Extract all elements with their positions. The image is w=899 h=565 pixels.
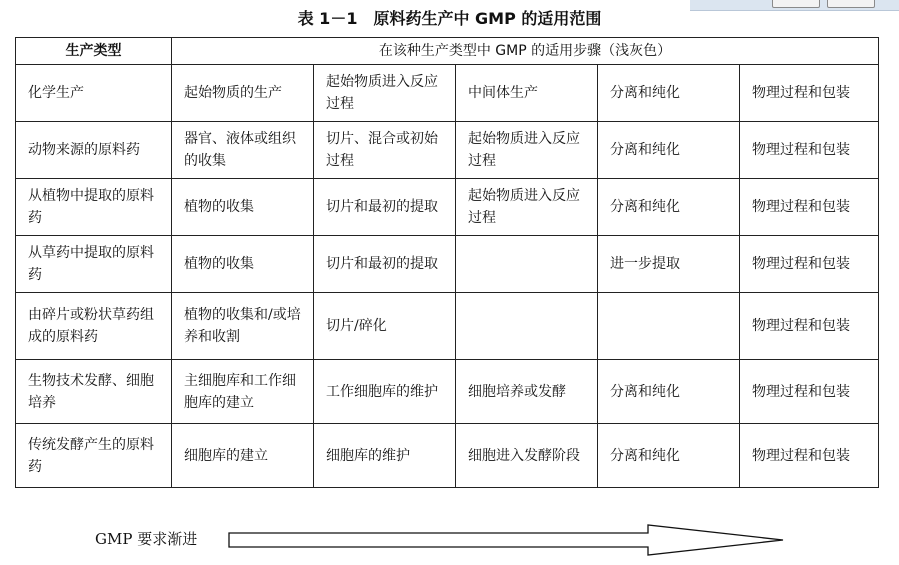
gmp-progression xyxy=(95,524,795,556)
table-row xyxy=(16,293,879,360)
step-cell: 切片/碎化 xyxy=(314,293,456,360)
table-row xyxy=(16,424,879,488)
step-cell: 细胞进入发酵阶段 xyxy=(456,424,598,488)
step-cell: 物理过程和包装 xyxy=(740,179,879,236)
production-type-cell: 传统发酵产生的原料药 xyxy=(16,424,172,488)
step-cell: 分离和纯化 xyxy=(598,179,740,236)
step-cell: 物理过程和包装 xyxy=(740,293,879,360)
step-cell: 细胞培养或发酵 xyxy=(456,360,598,424)
step-cell: 细胞库的维护 xyxy=(314,424,456,488)
step-cell: 分离和纯化 xyxy=(598,65,740,122)
step-cell: 工作细胞库的维护 xyxy=(314,360,456,424)
production-type-cell: 从植物中提取的原料药 xyxy=(16,179,172,236)
table-title: 表 1－1 原料药生产中 GMP 的适用范围 xyxy=(297,9,602,28)
step-cell: 物理过程和包装 xyxy=(740,122,879,179)
step-cell: 植物的收集 xyxy=(172,179,314,236)
step-cell: 起始物质进入反应过程 xyxy=(314,65,456,122)
production-type-cell: 从草药中提取的原料药 xyxy=(16,236,172,293)
step-cell: 植物的收集 xyxy=(172,236,314,293)
step-cell: 起始物质进入反应过程 xyxy=(456,179,598,236)
step-cell: 物理过程和包装 xyxy=(740,236,879,293)
production-type-cell: 动物来源的原料药 xyxy=(16,122,172,179)
step-cell: 起始物质进入反应过程 xyxy=(456,122,598,179)
step-cell: 分离和纯化 xyxy=(598,360,740,424)
table-row xyxy=(16,65,879,122)
table-row xyxy=(16,360,879,424)
step-cell xyxy=(598,293,740,360)
step-cell: 分离和纯化 xyxy=(598,424,740,488)
step-cell: 主细胞库和工作细胞库的建立 xyxy=(172,360,314,424)
header-gmp-steps: 在该种生产类型中 GMP 的适用步骤（浅灰色） xyxy=(172,38,879,65)
step-cell: 分离和纯化 xyxy=(598,122,740,179)
step-cell: 物理过程和包装 xyxy=(740,65,879,122)
production-type-cell: 生物技术发酵、细胞培养 xyxy=(16,360,172,424)
gmp-progression-label: GMP 要求渐进 xyxy=(95,530,198,548)
production-type-cell: 化学生产 xyxy=(16,65,172,122)
step-cell xyxy=(456,293,598,360)
header-row xyxy=(16,38,879,65)
step-cell: 物理过程和包装 xyxy=(740,424,879,488)
step-cell: 切片、混合或初始过程 xyxy=(314,122,456,179)
step-cell: 中间体生产 xyxy=(456,65,598,122)
step-cell: 器官、液体或组织的收集 xyxy=(172,122,314,179)
step-cell: 细胞库的建立 xyxy=(172,424,314,488)
step-cell: 植物的收集和/或培养和收割 xyxy=(172,293,314,360)
table-row xyxy=(16,236,879,293)
progression-arrow-icon xyxy=(228,524,788,556)
step-cell: 切片和最初的提取 xyxy=(314,236,456,293)
step-cell xyxy=(456,236,598,293)
step-cell: 切片和最初的提取 xyxy=(314,179,456,236)
step-cell: 起始物质的生产 xyxy=(172,65,314,122)
header-production-type: 生产类型 xyxy=(16,38,172,65)
table-row xyxy=(16,179,879,236)
table-row xyxy=(16,122,879,179)
production-type-cell: 由碎片或粉状草药组成的原料药 xyxy=(16,293,172,360)
step-cell: 物理过程和包装 xyxy=(740,360,879,424)
gmp-scope-table xyxy=(15,37,879,488)
step-cell: 进一步提取 xyxy=(598,236,740,293)
